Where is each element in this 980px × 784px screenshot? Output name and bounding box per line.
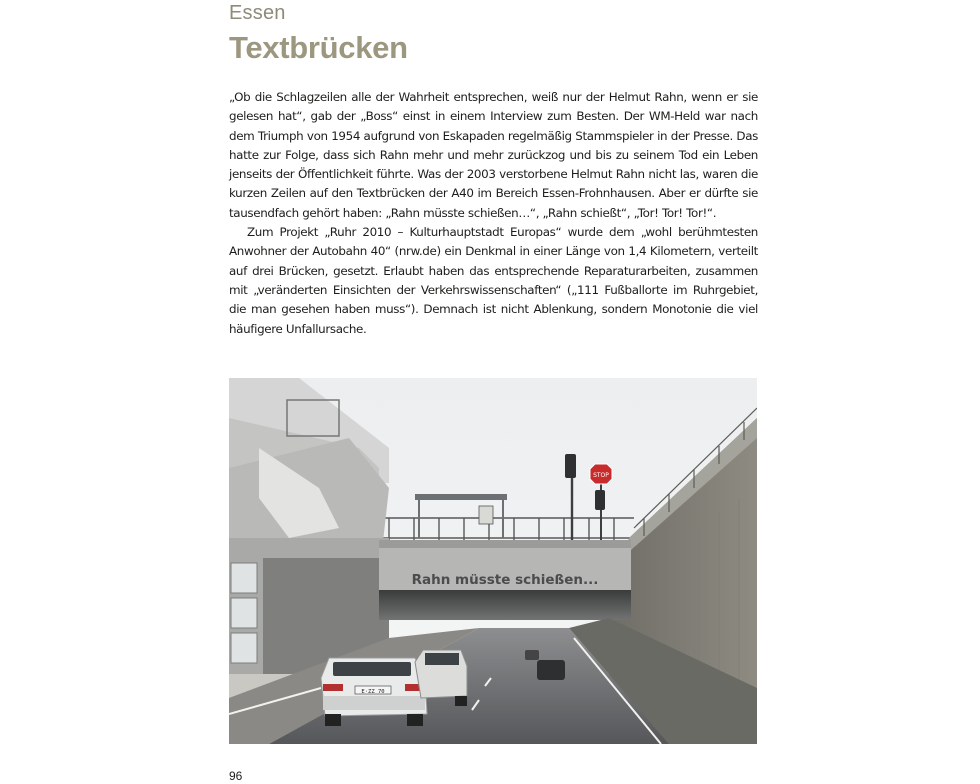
page-number: 96 xyxy=(229,769,243,783)
paragraph-1: „Ob die Schlagzeilen alle der Wahrheit entsprechen, weiß nur der Helmut Rahn, wenn er sie gelesen hat“, gab der „Boss“ einst in einem Interview zum Besten. Der WM-Held war nach dem Triumph von 1954 aufgrund von Eskapaden regelmäßig Stammspieler in der Presse. Das hatte zur Folge, dass sich Rahn mehr und mehr zurückzog und bis zu seinem Tod ein Leben jenseits der Öffentlichkeit führte. Was der 2003 verstorbene Helmut Rahn nicht las, waren die kurzen Zeilen auf den Textbrücken der A40 im Bereich Essen-Frohnhausen. Aber er dürfte sie tausendfach gehört haben: „Rahn müsste schießen…“, „Rahn schießt“, „Tor! Tor! Tor!“. xyxy=(229,90,758,220)
stop-sign-text: STOP xyxy=(593,472,609,479)
bridge-inscription: Rahn müsste schießen... xyxy=(411,572,599,588)
photo-a40-text-bridge xyxy=(229,378,757,744)
building-windows xyxy=(231,563,257,663)
text-bridge xyxy=(379,540,631,620)
page-title: Textbrücken xyxy=(229,30,408,65)
paragraph-2: Zum Projekt „Ruhr 2010 – Kulturhauptstadt Europas“ wurde dem „wohl berühmtesten Anwohner der Autobahn 40“ (nrw.de) ein Denkmal in einer Länge von 1,4 Kilometern, verteilt auf drei Brücken, gesetzt. Erlaubt haben das entsprechende Reparaturarbeiten, zusammen mit „veränderten Einsichten der Verkehrswissenschaften“ („111 Fußballorte im Ruhrgebiet, die man gesehen haben muss“). Demnach ist nicht Ablenkung, sondern Monotonie die viel häufigere Unfallursache. xyxy=(229,225,758,336)
section-heading: Essen xyxy=(229,2,286,24)
article-body xyxy=(229,88,758,339)
car-van xyxy=(415,650,467,706)
license-plate: E·ZZ 70 xyxy=(361,689,385,695)
